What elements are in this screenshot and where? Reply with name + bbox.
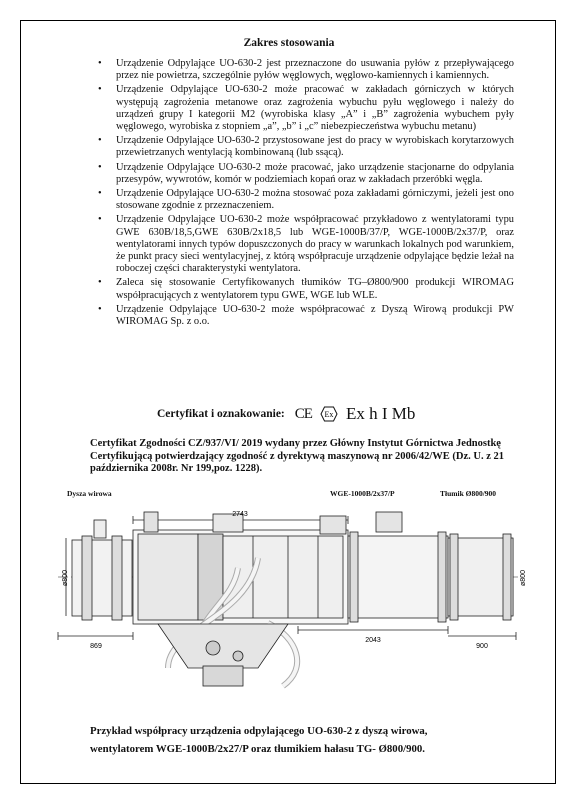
list-item-text: Urządzenie Odpylające UO-630-2 można stosować poza zakładami górniczymi, jeżeli jest ono stosowane zgodnie z przeznaczeniem. <box>116 188 514 212</box>
bullet-icon: • <box>98 303 102 315</box>
section-title: Zakres stosowania <box>243 37 335 49</box>
figure-caption <box>90 722 520 758</box>
dimension-total: 2743 <box>232 511 248 518</box>
list-item <box>98 188 514 212</box>
bullet-icon: • <box>98 135 102 147</box>
bullet-icon: • <box>98 188 102 200</box>
list-item <box>98 277 514 301</box>
technical-drawing <box>58 498 526 698</box>
bullet-icon: • <box>98 277 102 289</box>
dimension-right: 900 <box>476 643 488 650</box>
dimension-left: 869 <box>90 643 102 650</box>
list-item <box>98 214 514 275</box>
diameter-left: ø800 <box>62 570 69 586</box>
bullet-icon: • <box>98 58 102 69</box>
ex-hexagon-icon <box>320 406 338 422</box>
list-item-text: Urządzenie Odpylające UO-630-2 może współpracować przykładowo z wentylatorami typu GWE 630B/18,5,GWE 630B/2x18,5 lub WGE-1000B/37/P, WGE-1000B/2x37/P, oraz wentylatorami innych typów dopuszczonych do pracy w warunkach lokalnych pod warunkiem, że punkt pracy sieci wentylacyjnej, z którą współpracuje urządzenie odpylające będzie leżał na roboczej części charakterystyki wentylatora. <box>116 214 514 275</box>
list-item-text: Urządzenie Odpylające UO-630-2 może pracować w zakładach górniczych w których występują zagrożenia metanowe oraz zagrożenia wybuchu pyłu węglowego i należy do urządzeń grupy I kategorii M2 (wyrobiska klasy „A” i „B” zagrożenia wybuchem pyły węglowego, wyrobiska z stopniem „a”, „b” i „c” niebezpieczeństwa wybuchu metanu) <box>116 84 514 133</box>
list-item-text: Urządzenie Odpylające UO-630-2 jest przeznaczone do usuwania pyłów z przepływającego przez nie powietrza, szczególnie pyłów węglowych, węglowo-kamiennych i kamiennych. <box>116 58 514 82</box>
ex-marking: Ex h I Mb <box>345 404 416 423</box>
ex-symbol: Ex <box>324 410 334 419</box>
application-list <box>98 58 514 330</box>
bullet-icon: • <box>98 84 102 96</box>
diameter-right: ø800 <box>520 570 527 586</box>
list-item <box>98 58 514 82</box>
dimension-middle: 2043 <box>365 637 381 644</box>
ce-mark: CE <box>294 405 312 422</box>
list-item <box>98 84 514 133</box>
certificate-paragraph: Certyfikat Zgodności CZ/937/VI/ 2019 wydany przez Główny Instytut Górnictwa Jednostkę Certyfikującą potwierdzający zgodność z dyrektywą maszynową nr 2006/42/WE (Dz. U. z 21 października 2008r. Nr 199,poz. 1228). <box>90 438 505 474</box>
list-item <box>98 304 514 328</box>
list-item-text: Urządzenie Odpylające UO-630-2 przystosowane jest do pracy w wyrobiskach korytarzowych przewietrzanych wentylacją kombinowaną (lub ssącą). <box>116 135 514 159</box>
nozzle-label: Dysza wirowa <box>67 489 112 498</box>
certification-marks <box>295 404 416 424</box>
caption-line: wentylatorem WGE-1000B/2x27/P oraz tłumikiem hałasu TG- Ø800/900. <box>90 743 426 755</box>
list-item <box>98 162 514 186</box>
list-item-text: Zaleca się stosowanie Certyfikowanych tłumików TG–Ø800/900 produkcji WIROMAG współpracujących z wentylatorem typu GWE, WGE lub WLE. <box>116 277 514 301</box>
caption-line: Przykład współpracy urządzenia odpylającego UO-630-2 z dyszą wirowa, <box>90 725 428 737</box>
list-item-text: Urządzenie Odpylające UO-630-2 może współpracować z Dyszą Wirową produkcji PW WIROMAG Sp. z o.o. <box>116 303 514 328</box>
fan-label: WGE-1000B/2x37/P <box>330 489 395 498</box>
certification-label: Certyfikat i oznakowanie: <box>157 408 285 420</box>
bullet-icon: • <box>98 214 102 226</box>
bullet-icon: • <box>98 161 102 173</box>
silencer-label: Tłumik Ø800/900 <box>440 489 497 498</box>
list-item <box>98 135 514 159</box>
certification-line <box>157 404 415 424</box>
list-item-text: Urządzenie Odpylające UO-630-2 może pracować, jako urządzenie stacjonarne do odpylania przesypów, wywrotów, komór w podziemiach kopań oraz w zakładach przeróbki węgla. <box>116 161 514 185</box>
